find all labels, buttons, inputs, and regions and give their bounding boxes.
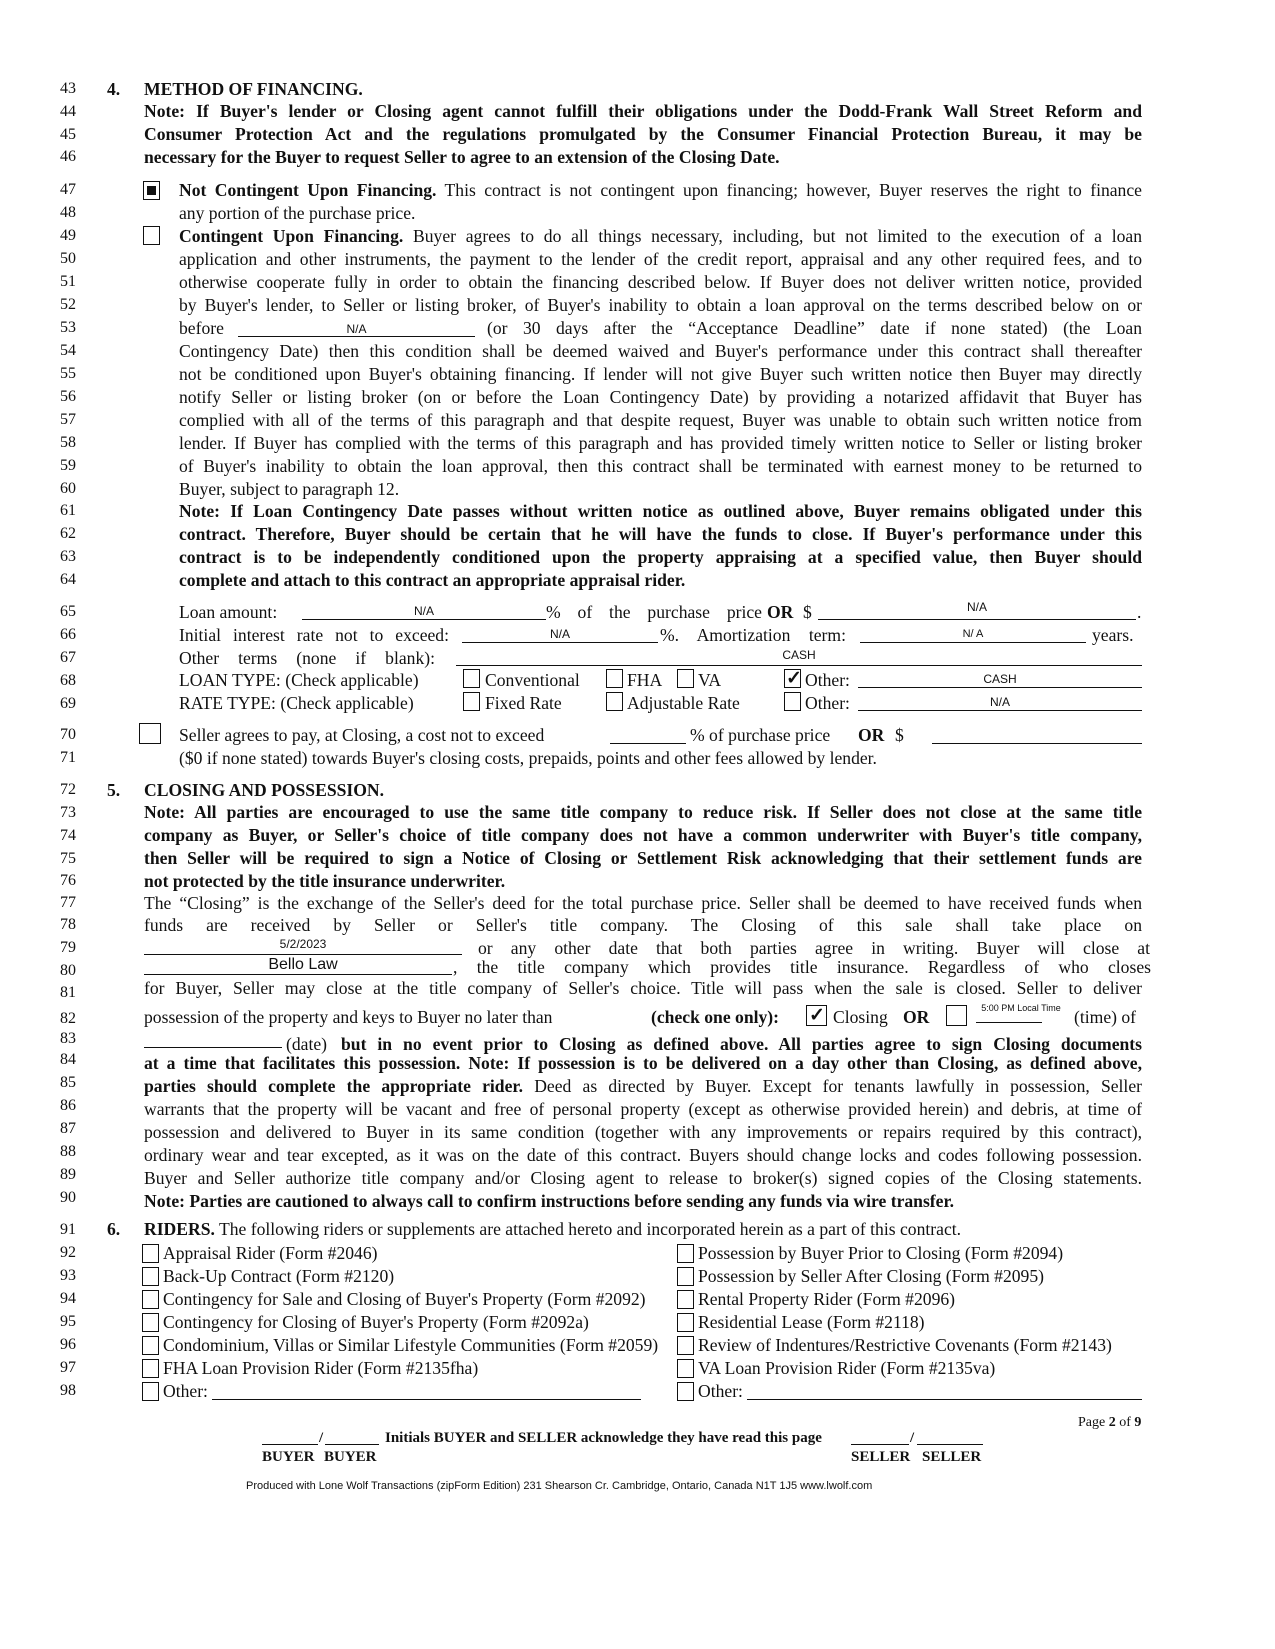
section-4-heading: METHOD OF FINANCING. xyxy=(144,79,363,99)
line-number: 66 xyxy=(60,626,76,643)
rider-checkbox[interactable] xyxy=(142,1267,159,1286)
loan-amount-value: N/A xyxy=(413,604,434,618)
financing-note-line: Note: If Buyer's lender or Closing agent cannot fulfill their obligations under the Dodd-Frank Wall Street Reform and xyxy=(144,101,1142,121)
line-number: 51 xyxy=(60,273,76,290)
line-number: 85 xyxy=(60,1074,76,1091)
initials-text: Initials BUYER and SELLER acknowledge they have read this page xyxy=(385,1430,822,1446)
rider-checkbox[interactable] xyxy=(142,1290,159,1309)
line-number: 49 xyxy=(60,227,76,244)
line-number: 90 xyxy=(60,1189,76,1206)
line-48: any portion of the purchase price. xyxy=(179,203,416,223)
riders-intro xyxy=(144,1219,961,1239)
seller-label: SELLER xyxy=(922,1449,982,1465)
section-4-number: 4. xyxy=(107,79,121,99)
rider-checkbox[interactable] xyxy=(142,1382,159,1401)
possession-closing-checkbox[interactable] xyxy=(806,1005,827,1026)
va-label: VA xyxy=(698,670,722,690)
line-number: 88 xyxy=(60,1143,76,1160)
line-number: 60 xyxy=(60,480,76,497)
rider-checkbox[interactable] xyxy=(677,1313,694,1332)
line-58: lender. If Buyer has complied with the terms of this paragraph and has provided timely written notice to Seller or listing broker xyxy=(179,433,1142,453)
line-84: at a time that facilitates this possession. Note: If possession is to be delivered on a day other than Closing, as defined above, xyxy=(144,1053,1142,1073)
seller-label: SELLER xyxy=(851,1449,911,1465)
amortization-label: %. Amortization term: xyxy=(660,625,846,645)
line-number: 52 xyxy=(60,296,76,313)
seller-pays-dollar: $ xyxy=(895,725,904,745)
rider-label: VA Loan Provision Rider (Form #2135va) xyxy=(698,1358,996,1378)
line-number: 67 xyxy=(60,649,76,666)
line-77: The “Closing” is the exchange of the Seller's deed for the total purchase price. Seller shall be deemed to have received funds when xyxy=(144,893,1142,913)
riders-intro-text: The following riders or supplements are attached hereto and incorporated herein as a part of this contract. xyxy=(214,1219,962,1239)
title-note-line: company as Buyer, or Seller's choice of title company does not have a common underwriter with Buyer's title company, xyxy=(144,825,1142,845)
rate-other-checkbox[interactable] xyxy=(784,692,801,711)
rider-checkbox[interactable] xyxy=(142,1359,159,1378)
loan-note-line: contract. Therefore, Buyer should be certain that he will have the funds to close. If Buyer's performance under this xyxy=(179,524,1142,544)
line-number: 43 xyxy=(60,80,76,97)
seller-pays-checkbox[interactable] xyxy=(139,723,161,744)
rider-checkbox[interactable] xyxy=(677,1244,694,1263)
section-5-heading: CLOSING AND POSSESSION. xyxy=(144,780,385,800)
loan-note-line: contract is to be independently conditioned upon the property appraising at a specified value, then Buyer should xyxy=(179,547,1142,567)
line-71: ($0 if none stated) towards Buyer's closing costs, prepaids, points and other fees allowed by lender. xyxy=(179,748,877,768)
rider-other-field[interactable] xyxy=(212,1380,641,1400)
rate-other-value: N/A xyxy=(989,695,1010,709)
section-6-number: 6. xyxy=(107,1219,121,1239)
loan-dollar-sign: $ xyxy=(803,602,812,622)
seller-pays-percent-text: % of purchase price xyxy=(690,725,831,745)
line-90: Note: Parties are cautioned to always call to confirm instructions before sending any funds via wire transfer. xyxy=(144,1191,955,1211)
rider-label: Condominium, Villas or Similar Lifestyle Communities (Form #2059) xyxy=(163,1335,659,1355)
loan-amount-label: Loan amount: xyxy=(179,602,278,622)
va-checkbox[interactable] xyxy=(677,669,694,688)
loan-or: OR xyxy=(767,602,794,622)
line-78: funds are received by Seller or Seller's title company. The Closing of this sale shall take place on xyxy=(144,915,1142,935)
line-81: for Buyer, Seller may close at the title company of Seller's choice. Title will pass when the sale is closed. Seller to deliver xyxy=(144,978,1142,998)
other-terms-value: CASH xyxy=(782,648,816,662)
seller1-initials-field[interactable] xyxy=(851,1425,909,1445)
line-number: 58 xyxy=(60,434,76,451)
not-contingent-text: This contract is not contingent upon financing; however, Buyer reserves the right to finance xyxy=(436,180,1142,200)
rider-checkbox[interactable] xyxy=(142,1313,159,1332)
fixed-rate-label: Fixed Rate xyxy=(485,693,562,713)
rider-label: Contingency for Sale and Closing of Buyer's Property (Form #2092) xyxy=(163,1289,646,1309)
line-80: , the title company which provides title insurance. Regardless of who closes xyxy=(453,957,1151,977)
line-53-rest: (or 30 days after the “Acceptance Deadline” date if none stated) (the Loan xyxy=(487,318,1142,338)
possession-closing-label: Closing xyxy=(833,1007,888,1027)
not-contingent-title: Not Contingent Upon Financing. xyxy=(179,180,437,200)
financing-note-line: necessary for the Buyer to request Seller to agree to an extension of the Closing Date. xyxy=(144,147,780,167)
line-number: 63 xyxy=(60,548,76,565)
line-56: notify Seller or listing broker (on or before the Loan Contingency Date) by providing a notarized affidavit that Buyer has xyxy=(179,387,1142,407)
title-note-line: then Seller will be required to sign a Notice of Closing or Settlement Risk acknowledging that their settlement funds are xyxy=(144,848,1142,868)
not-contingent-checkbox[interactable] xyxy=(143,181,160,200)
page-total: 9 xyxy=(1134,1415,1142,1430)
line-number: 78 xyxy=(60,916,76,933)
possession-or: OR xyxy=(903,1007,930,1027)
checkmark-icon: ✓ xyxy=(809,1005,825,1026)
page-indicator xyxy=(1078,1413,1141,1433)
line-number: 45 xyxy=(60,126,76,143)
line-number: 68 xyxy=(60,672,76,689)
adjustable-rate-label: Adjustable Rate xyxy=(627,693,740,713)
buyer-label: BUYER xyxy=(262,1449,315,1465)
line-number: 73 xyxy=(60,804,76,821)
line-88: ordinary wear and tear excepted, as it was on the date of this contract. Buyers should change locks and codes following possession. xyxy=(144,1145,1142,1165)
line-79: or any other date that both parties agree in writing. Buyer will close at xyxy=(478,938,1150,958)
page-label: Page xyxy=(1078,1415,1106,1430)
line-number: 89 xyxy=(60,1166,76,1183)
line-number: 48 xyxy=(60,204,76,221)
initials-slash: / xyxy=(319,1430,324,1446)
contingent-checkbox[interactable] xyxy=(143,226,160,245)
line-number: 93 xyxy=(60,1267,76,1284)
fha-label: FHA xyxy=(627,670,663,690)
rider-checkbox[interactable] xyxy=(677,1267,694,1286)
loan-percent-text: % of the purchase price xyxy=(546,602,762,622)
line-number: 46 xyxy=(60,148,76,165)
line-number: 72 xyxy=(60,781,76,798)
section-5-number: 5. xyxy=(107,780,121,800)
line-number: 86 xyxy=(60,1097,76,1114)
line-number: 75 xyxy=(60,850,76,867)
seller-pays-dollar-field[interactable] xyxy=(932,724,1142,744)
rider-label: Other: xyxy=(163,1381,208,1401)
line-number: 59 xyxy=(60,457,76,474)
line-60: Buyer, subject to paragraph 12. xyxy=(179,479,400,499)
loan-note-line: complete and attach to this contract an appropriate appraisal rider. xyxy=(179,570,686,590)
years-label: years. xyxy=(1092,625,1134,645)
loan-type-label: LOAN TYPE: (Check applicable) xyxy=(179,670,419,690)
line-51: otherwise cooperate fully in order to obtain the financing described below. If Buyer does not deliver written notice, provided xyxy=(179,272,1142,292)
loan-other-label: Other: xyxy=(805,670,850,690)
financing-note-line: Consumer Protection Act and the regulations promulgated by the Consumer Financial Protection Bureau, it may be xyxy=(144,124,1142,144)
line-number: 91 xyxy=(60,1221,76,1238)
rider-label: Back-Up Contract (Form #2120) xyxy=(163,1266,395,1286)
rider-checkbox[interactable] xyxy=(142,1244,159,1263)
seller-pays-percent-field[interactable] xyxy=(610,724,686,744)
line-85 xyxy=(144,1076,1142,1096)
line-number: 47 xyxy=(60,181,76,198)
initials-slash: / xyxy=(910,1430,915,1446)
buyer1-initials-field[interactable] xyxy=(262,1425,318,1445)
page-of: of xyxy=(1119,1415,1131,1430)
not-contingent-line xyxy=(179,180,1142,200)
rider-checkbox[interactable] xyxy=(677,1359,694,1378)
line-number: 61 xyxy=(60,502,76,519)
line-number: 44 xyxy=(60,103,76,120)
line-number: 77 xyxy=(60,894,76,911)
line-number: 79 xyxy=(60,939,76,956)
fixed-rate-checkbox[interactable] xyxy=(463,692,480,711)
line-number: 81 xyxy=(60,984,76,1001)
line-number: 76 xyxy=(60,872,76,889)
line-number: 54 xyxy=(60,342,76,359)
rider-checkbox[interactable] xyxy=(677,1336,694,1355)
rider-label: Possession by Buyer Prior to Closing (Form #2094) xyxy=(698,1243,1064,1263)
line-number: 70 xyxy=(60,726,76,743)
possession-date-field[interactable] xyxy=(144,1028,282,1048)
other-terms-label: Other terms (none if blank): xyxy=(179,648,435,668)
line-number: 96 xyxy=(60,1336,76,1353)
possession-time-checkbox[interactable] xyxy=(946,1005,967,1026)
line-number: 53 xyxy=(60,319,76,336)
line-86: warrants that the property will be vacant and free of personal property (except as otherwise provided herein) and debris, at time of xyxy=(144,1099,1142,1119)
conventional-label: Conventional xyxy=(485,670,580,690)
line-57: complied with all of the terms of this paragraph and that despite request, Buyer was unable to obtain such written notice from xyxy=(179,410,1142,430)
line-number: 71 xyxy=(60,749,76,766)
line-number: 62 xyxy=(60,525,76,542)
line-59: of Buyer's inability to obtain the loan approval, then this contract shall be terminated with earnest money to be returned to xyxy=(179,456,1142,476)
rider-other-field[interactable] xyxy=(747,1380,1142,1400)
rider-checkbox[interactable] xyxy=(677,1382,694,1401)
produced-with-footer: Produced with Lone Wolf Transactions (zipForm Edition) 231 Shearson Cr. Cambridge, Ontario, Canada N1T 1J5 www.lwolf.com xyxy=(246,1480,873,1492)
rider-label: Review of Indentures/Restrictive Covenants (Form #2143) xyxy=(698,1335,1112,1355)
contingent-text: Buyer agrees to do all things necessary, including, but not limited to the execution of a loan xyxy=(403,226,1143,246)
loan-contingency-date-value: N/A xyxy=(346,322,367,336)
line-83: but in no event prior to Closing as defined above. All parties agree to sign Closing documents xyxy=(341,1034,1142,1054)
buyer2-initials-field[interactable] xyxy=(325,1425,379,1445)
line-number: 80 xyxy=(60,962,76,979)
rider-label: Contingency for Closing of Buyer's Property (Form #2092a) xyxy=(163,1312,589,1332)
seller-pays-or: OR xyxy=(858,725,885,745)
line-54: Contingency Date) then this condition shall be deemed waived and Buyer's performance under this contract shall thereafter xyxy=(179,341,1142,361)
rider-checkbox[interactable] xyxy=(677,1290,694,1309)
line-number: 69 xyxy=(60,695,76,712)
rider-label: FHA Loan Provision Rider (Form #2135fha) xyxy=(163,1358,479,1378)
rider-label: Residential Lease (Form #2118) xyxy=(698,1312,925,1332)
contingent-line xyxy=(179,226,1142,246)
possession-time-value: 5:00 PM Local Time xyxy=(981,1003,1061,1013)
line-number: 74 xyxy=(60,827,76,844)
contingent-title: Contingent Upon Financing. xyxy=(179,226,404,246)
line-number: 84 xyxy=(60,1051,76,1068)
line-82-time: (time) of xyxy=(1074,1007,1137,1027)
conventional-checkbox[interactable] xyxy=(463,669,480,688)
line-number: 95 xyxy=(60,1313,76,1330)
title-note-line: Note: All parties are encouraged to use the same title company to reduce risk. If Seller does not close at the same title xyxy=(144,802,1142,822)
buyer-label: BUYER xyxy=(324,1449,377,1465)
line-82-text: possession of the property and keys to Buyer no later than xyxy=(144,1007,553,1027)
page-number: 2 xyxy=(1108,1415,1116,1430)
line-53-before: before xyxy=(179,318,224,338)
riders-heading: RIDERS. xyxy=(144,1219,215,1239)
adjustable-rate-checkbox[interactable] xyxy=(606,692,623,711)
check-one-only: (check one only): xyxy=(651,1007,780,1027)
interest-rate-value: N/A xyxy=(549,627,570,641)
line-number: 57 xyxy=(60,411,76,428)
line-number: 56 xyxy=(60,388,76,405)
line-number: 97 xyxy=(60,1359,76,1376)
title-note-line: not protected by the title insurance underwriter. xyxy=(144,871,506,891)
rider-checkbox[interactable] xyxy=(142,1336,159,1355)
loan-dollar-value: N/A xyxy=(966,600,987,614)
loan-note-line: Note: If Loan Contingency Date passes without written notice as outlined above, Buyer remains obligated under this xyxy=(179,501,1142,521)
rider-label: Rental Property Rider (Form #2096) xyxy=(698,1289,956,1309)
date-label: (date) xyxy=(286,1034,328,1054)
line-number: 98 xyxy=(60,1382,76,1399)
line-number: 92 xyxy=(60,1244,76,1261)
rider-label: Possession by Seller After Closing (Form #2095) xyxy=(698,1266,1045,1286)
line-85-rest: Deed as directed by Buyer. Except for tenants lawfully in possession, Seller xyxy=(523,1076,1142,1096)
line-number: 64 xyxy=(60,571,76,588)
rider-label: Appraisal Rider (Form #2046) xyxy=(163,1243,378,1263)
seller-pays-text: Seller agrees to pay, at Closing, a cost not to exceed xyxy=(179,725,545,745)
line-number: 65 xyxy=(60,603,76,620)
amortization-value: N/ A xyxy=(962,628,984,640)
rider-label: Other: xyxy=(698,1381,743,1401)
rate-type-label: RATE TYPE: (Check applicable) xyxy=(179,693,414,713)
line-89: Buyer and Seller authorize title company and/or Closing agent to release to broker(s) signed copies of the Closing statements. xyxy=(144,1168,1142,1188)
interest-rate-label: Initial interest rate not to exceed: xyxy=(179,625,449,645)
line-number: 87 xyxy=(60,1120,76,1137)
rate-other-label: Other: xyxy=(805,693,850,713)
loan-other-checkbox[interactable] xyxy=(784,669,801,688)
loan-other-value: CASH xyxy=(983,672,1017,686)
line-number: 83 xyxy=(60,1030,76,1047)
line-87: possession and delivered to Buyer in its same condition (together with any improvements or repairs required by this contract), xyxy=(144,1122,1142,1142)
line-number: 50 xyxy=(60,250,76,267)
line-55: not be conditioned upon Buyer's obtaining financing. If lender will not give Buyer such written notice then Buyer may directly xyxy=(179,364,1142,384)
line-50: application and other instruments, the payment to the lender of the credit report, appraisal and any other required fees, and to xyxy=(179,249,1142,269)
line-number: 55 xyxy=(60,365,76,382)
line-52: by Buyer's lender, to Seller or listing broker, of Buyer's inability to obtain a loan approval on the terms described below on or xyxy=(179,295,1142,315)
line-number: 94 xyxy=(60,1290,76,1307)
seller2-initials-field[interactable] xyxy=(917,1425,983,1445)
loan-period: . xyxy=(1137,602,1142,622)
line-85-bold: parties should complete the appropriate rider. xyxy=(144,1076,523,1096)
fha-checkbox[interactable] xyxy=(606,669,623,688)
closing-date-value: 5/2/2023 xyxy=(279,937,327,951)
checkmark-icon: ✓ xyxy=(786,668,802,689)
line-number: 82 xyxy=(60,1010,76,1027)
title-company-value: Bello Law xyxy=(268,956,338,973)
